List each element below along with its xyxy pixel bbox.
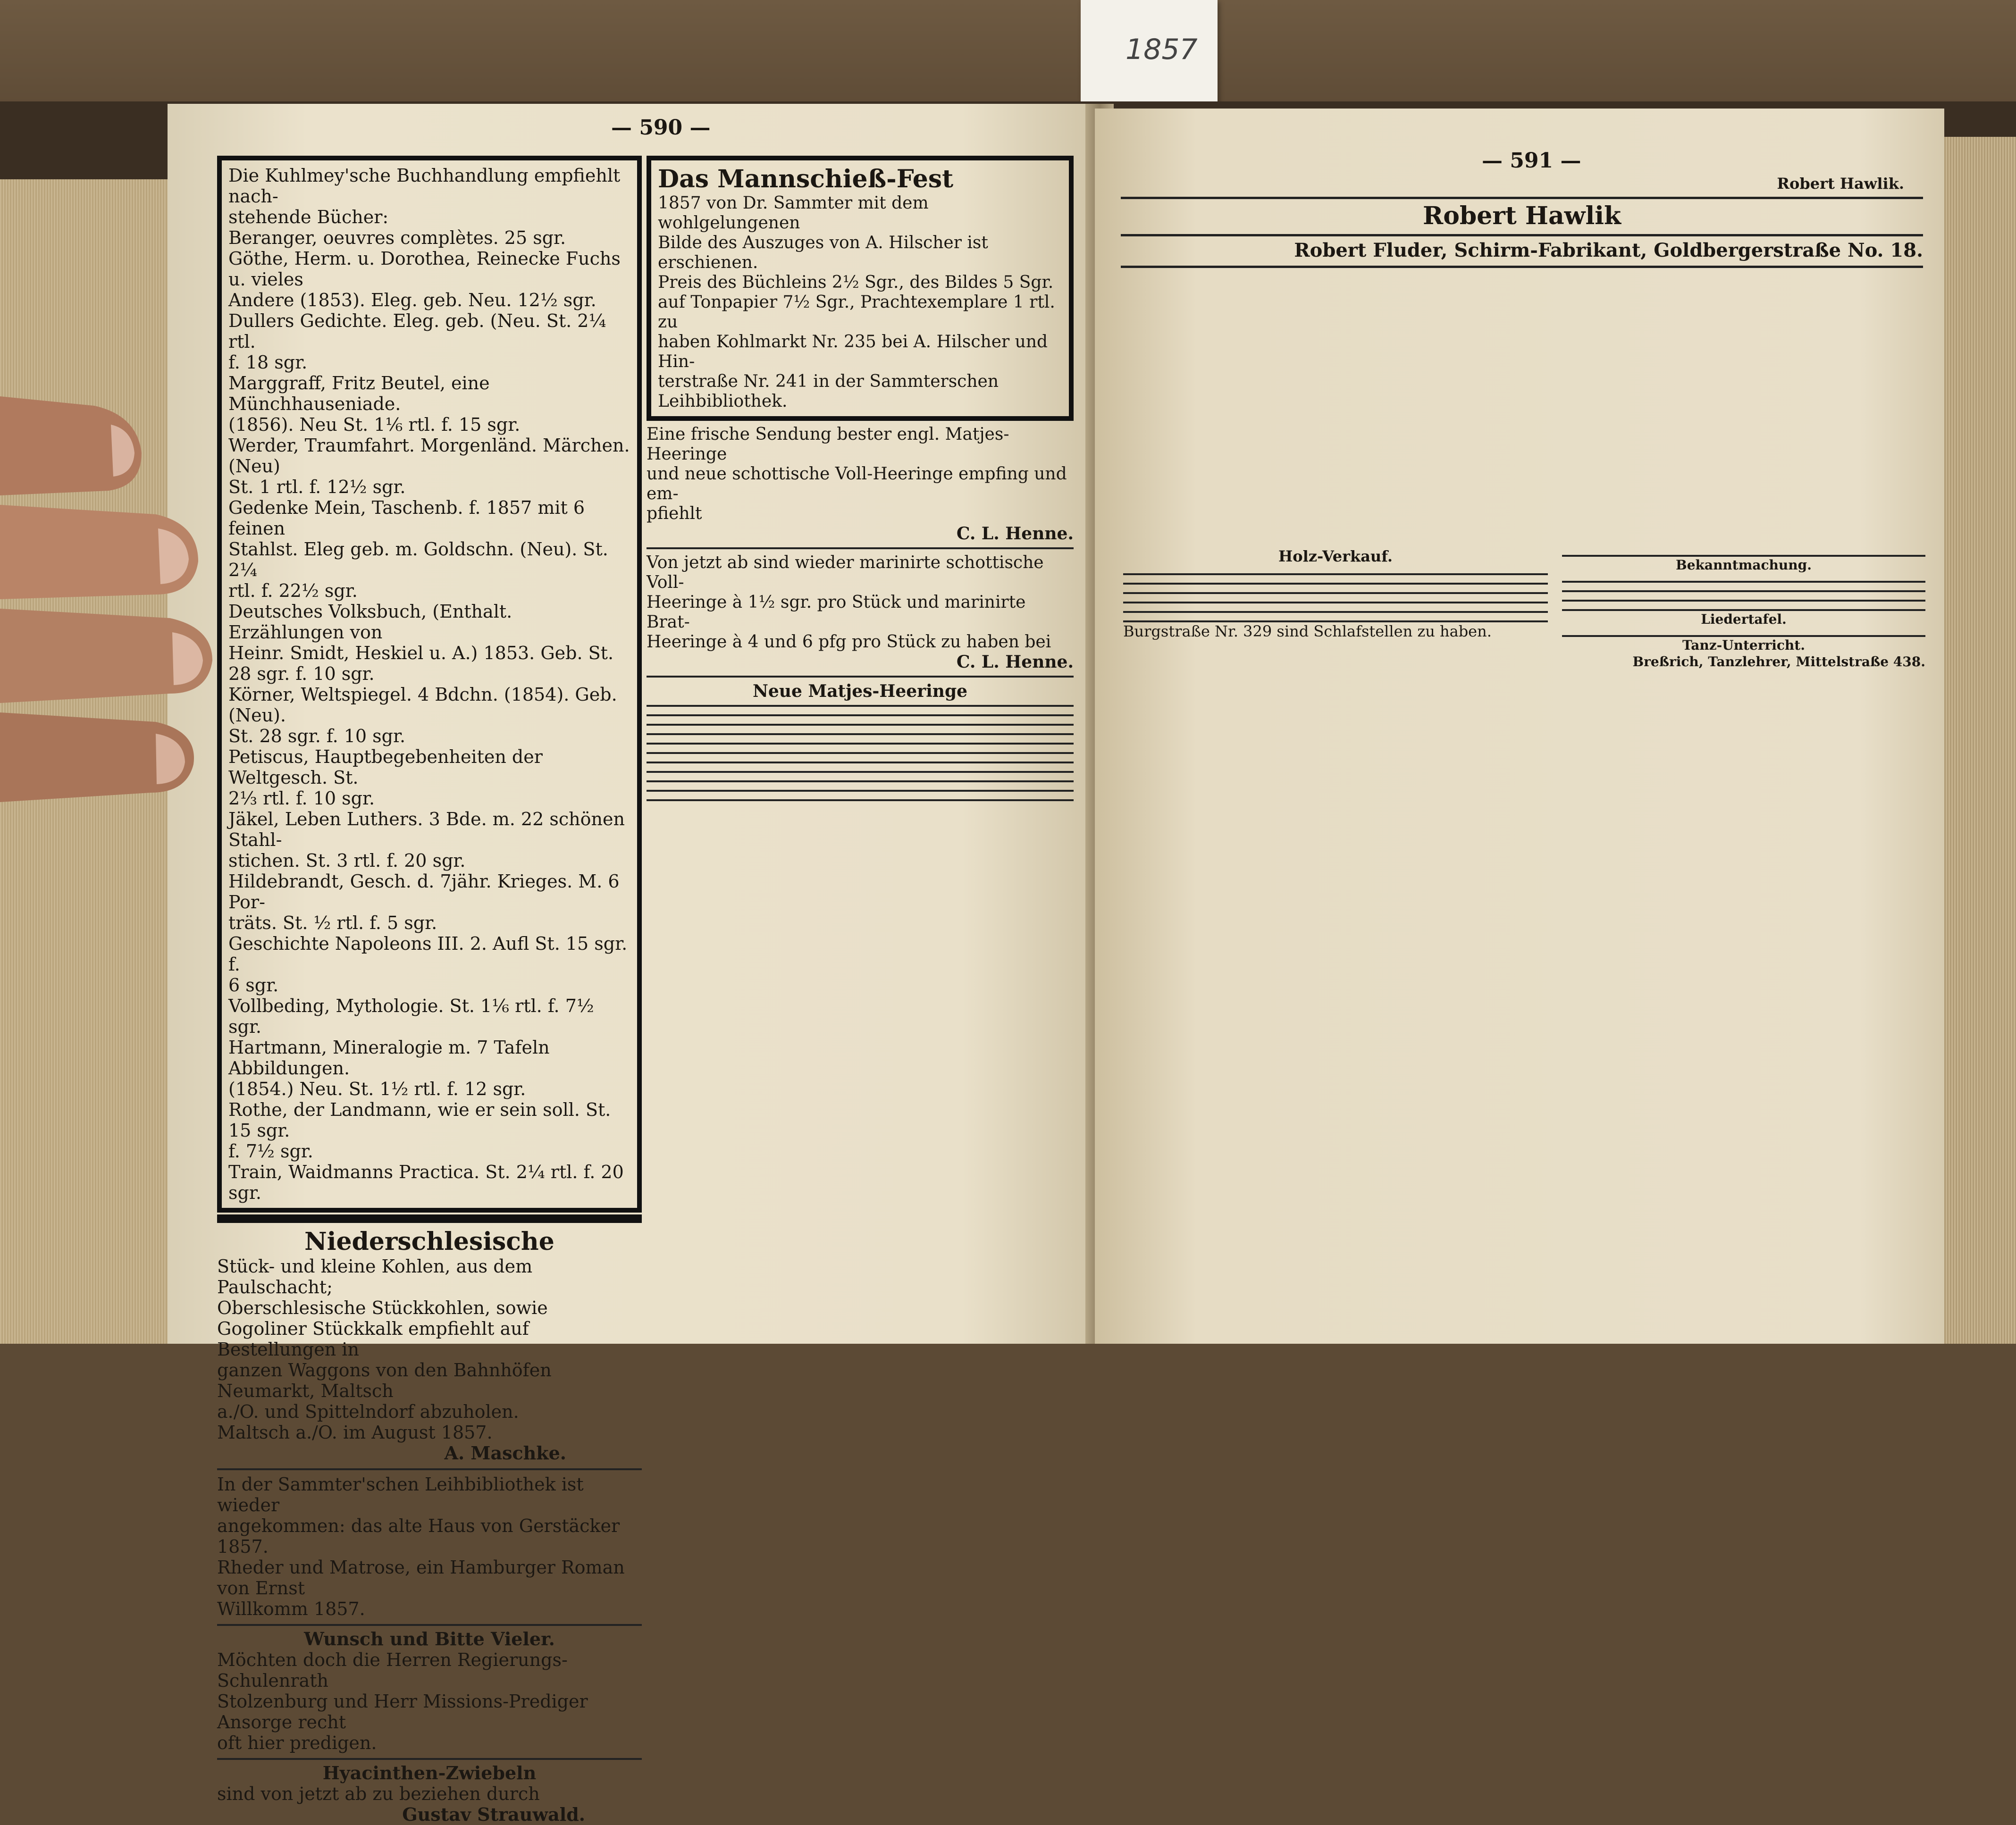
book-ad-line: (1854.) Neu. St. 1½ rtl. f. 12 sgr.: [228, 1079, 526, 1099]
sewing-ad: [647, 763, 1074, 773]
book-ad-line: Werder, Traumfahrt. Morgenländ. Märchen. (Neu): [228, 435, 630, 477]
lieder-ad: [1562, 628, 1925, 637]
concert-ad: [1562, 602, 1925, 611]
wish-title: Wunsch und Bitte Vieler.: [217, 1624, 642, 1649]
fest-line: auf Tonpapier 7½ Sgr., Prachtexemplare 1 rtl. zu: [658, 293, 1055, 332]
book-ad-line: Beranger, oeuvres complètes. 25 sgr.: [228, 227, 566, 248]
book-ad-line: Petiscus, Hauptbegebenheiten der Weltgesch. St.: [228, 746, 543, 788]
sticky-note-label: 1857: [1126, 33, 1198, 66]
lieder-title: Liedertafel.: [1701, 611, 1787, 627]
wood-title: Holz-Verkauf.: [1278, 547, 1393, 565]
apprentice-saddler-ad: [1123, 585, 1548, 594]
book-ad-line: stichen. St. 3 rtl. f. 20 sgr.: [228, 850, 466, 871]
umbrella-ad: [1121, 234, 1923, 239]
page-number: — 590 —: [611, 116, 711, 140]
matjes-ad: [647, 678, 1074, 707]
herring-signature: C. L. Henne.: [956, 524, 1074, 544]
wood-ad: [1123, 566, 1548, 575]
book-ad-line: (1856). Neu St. 1⅙ rtl. f. 15 sgr.: [228, 414, 521, 435]
book-ad-line: Marggraff, Fritz Beutel, eine Münchhauseniade.: [228, 373, 490, 414]
cigar-title: Robert Hawlik: [1121, 197, 1923, 230]
fest-title: Das Mannschieß-Fest: [658, 165, 954, 193]
wish-line: oft hier predigen.: [217, 1733, 377, 1753]
book-ad-line: träts. St. ½ rtl. f. 5 sgr.: [228, 912, 437, 933]
billiard-waiter-ad: [1123, 594, 1548, 603]
book-ad-line: 28 sgr. f. 10 sgr.: [228, 663, 375, 684]
left-column-1: [217, 156, 642, 1825]
book-ad-line: St. 1 rtl. f. 12½ sgr.: [228, 477, 406, 497]
fichtner-ad: [1562, 547, 1925, 557]
book-ad-line: Deutsches Volksbuch, (Enthalt. Erzählungen von: [228, 601, 512, 643]
herring-ad-2: [647, 549, 1074, 678]
book-ad-line: Hartmann, Mineralogie m. 7 Tafeln Abbildungen.: [228, 1037, 550, 1079]
fest-line: terstraße Nr. 241 in der Sammterschen Leihbibliothek.: [658, 372, 999, 411]
library-line: Willkomm 1857.: [217, 1599, 365, 1619]
coal-line: Maltsch a./O. im August 1857.: [217, 1422, 493, 1443]
herring-line: Heeringe à 4 und 6 pfg pro Stück zu haben bei: [647, 632, 1051, 652]
book-ad-line: Die Kuhlmey'sche Buchhandlung empfiehlt nach-: [228, 165, 621, 207]
herring-line: und neue schottische Voll-Heeringe empfing und em-: [647, 464, 1067, 503]
fest-line: 1857 von Dr. Sammter mit dem wohlgelungenen: [658, 193, 929, 233]
library-line: Rheder und Matrose, ein Hamburger Roman von Ernst: [217, 1557, 625, 1599]
matjes-title: Neue Matjes-Heeringe: [752, 681, 968, 701]
umbrella-signature: Robert Fluder, Schirm-Fabrikant, Goldbergerstraße No. 18.: [1294, 239, 1923, 261]
sofa-ad: [647, 707, 1074, 716]
book-ad-line: Andere (1853). Eleg. geb. Neu. 12½ sgr.: [228, 290, 596, 310]
right-top-section: [1121, 175, 1923, 268]
library-ad: [217, 1468, 642, 1619]
book-ad-line: rtl. f. 22½ sgr.: [228, 580, 358, 601]
fest-line: haben Kohlmarkt Nr. 235 bei A. Hilscher und Hin-: [658, 332, 1048, 371]
scot-herring-ad: [647, 773, 1074, 782]
goldsmith-ad: [1123, 603, 1548, 613]
right-column-1: [1123, 547, 1548, 641]
horse-ad: [647, 754, 1074, 763]
herring-signature: C. L. Henne.: [956, 652, 1074, 672]
coal-line: Stück- und kleine Kohlen, aus dem Paulschacht;: [217, 1256, 533, 1298]
herring-line: Eine frische Sendung bester engl. Matjes-Heeringe: [647, 425, 1009, 464]
book-ad-line: Geschichte Napoleons III. 2. Aufl St. 15 sgr. f.: [228, 933, 628, 975]
book-ad-line: Gedenke Mein, Taschenb. f. 1857 mit 6 feinen: [228, 497, 585, 539]
wish-line: Stolzenburg und Herr Missions-Prediger Ansorge recht: [217, 1691, 588, 1733]
wool-ad: [647, 782, 1074, 792]
herring-line: Heeringe à 1½ sgr. pro Stück und marinirte Brat-: [647, 593, 1026, 632]
book-ad-line: Hildebrandt, Gesch. d. 7jähr. Krieges. M. 6 Por-: [228, 871, 620, 912]
book-ad-line: Dullers Gedichte. Eleg. geb. (Neu. St. 2¼ rtl.: [228, 310, 606, 352]
lost-umbrella-ad: [1123, 613, 1548, 622]
hand-image: [0, 396, 222, 812]
book-ad-line: Körner, Weltspiegel. 4 Bdchn. (1854). Geb. (Neu).: [228, 684, 617, 726]
coal-line: a./O. und Spittelndorf abzuholen.: [217, 1401, 519, 1422]
notice-ad: [1562, 573, 1925, 583]
exhibit-ad: [1562, 592, 1925, 602]
book-ad-line: Göthe, Herm. u. Dorothea, Reinecke Fuchs u. vieles: [228, 248, 621, 290]
coal-title: Niederschlesische: [304, 1227, 554, 1256]
book-ad-line: Train, Waidmanns Practica. St. 2¼ rtl. f. 20 sgr.: [228, 1162, 624, 1203]
pigs-ad: [647, 735, 1074, 745]
book-ad-line: f. 18 sgr.: [228, 352, 308, 373]
dance-title: Tanz-Unterricht.: [1682, 637, 1805, 653]
roof-ad: [647, 716, 1074, 726]
book-ad-line: Vollbeding, Mythologie. St. 1⅙ rtl. f. 7½ sgr.: [228, 996, 594, 1037]
book-ad-line: 2⅓ rtl. f. 10 sgr.: [228, 788, 375, 809]
rule: [217, 1214, 642, 1223]
book-ad-line: Rothe, der Landmann, wie er sein soll. St. 15 sgr.: [228, 1099, 611, 1141]
book-ad-line: Heinr. Smidt, Heskiel u. A.) 1853. Geb. St.: [228, 643, 614, 663]
coal-ad: [217, 1256, 642, 1443]
notice-title: Bekanntmachung.: [1676, 557, 1812, 573]
herring-line: Von jetzt ab sind wieder marinirte schottische Voll-: [647, 553, 1044, 592]
hare-ad: [647, 745, 1074, 754]
fest-line: Preis des Büchleins 2½ Sgr., des Bildes 5 Sgr.: [658, 273, 1054, 292]
page-number: — 591 —: [1482, 149, 1581, 173]
right-column-2: [1562, 547, 1925, 670]
coal-line: Oberschlesische Stückkohlen, sowie: [217, 1298, 548, 1318]
bulbs-signature: Gustav Strauwald.: [402, 1804, 585, 1825]
newspaper-ad: [1123, 575, 1548, 585]
left-column-2: [647, 156, 1074, 801]
wish-ad: [217, 1649, 642, 1753]
library-line: angekommen: das alte Haus von Gerstäcker 1857.: [217, 1515, 620, 1557]
fest-ad: [647, 156, 1074, 421]
wish-line: Möchten doch die Herren Regierungs-Schulenrath: [217, 1649, 568, 1691]
sleep-ad: Burgstraße Nr. 329 sind Schlafstellen zu haben.: [1123, 622, 1492, 640]
library-opening-signature: Robert Hawlik.: [1777, 175, 1904, 193]
coal-signature: A. Maschke.: [444, 1442, 566, 1464]
right-page: [1095, 109, 1944, 1344]
fest-line: Bilde des Auszuges von A. Hilscher ist erschienen.: [658, 233, 988, 272]
bulbs-title: Hyacinthen-Zwiebeln: [217, 1758, 642, 1783]
apprentice-ad: [1562, 583, 1925, 592]
bulbs-line: sind von jetzt ab zu beziehen durch: [217, 1783, 540, 1804]
book-ad-line: stehende Bücher:: [228, 207, 389, 227]
rule: [1121, 266, 1923, 268]
book-ad-line: St. 28 sgr. f. 10 sgr.: [228, 726, 406, 746]
book-ad-line: Stahlst. Eleg geb. m. Goldschn. (Neu). St. 2¼: [228, 539, 608, 580]
book-ad-lines: [228, 165, 630, 1203]
fest-lines: [658, 193, 1062, 411]
book-ad-line: 6 sgr.: [228, 975, 279, 996]
brooch-ad: [647, 792, 1074, 801]
book-ad-line: f. 7½ sgr.: [228, 1141, 313, 1162]
left-page: [168, 104, 1102, 1825]
book-ad-line: Jäkel, Leben Luthers. 3 Bde. m. 22 schönen Stahl-: [228, 809, 625, 850]
right-page-edges: [1937, 137, 2016, 1344]
coal-line: ganzen Waggons von den Bahnhöfen Neumarkt, Maltsch: [217, 1360, 552, 1401]
sheep-ad: [647, 726, 1074, 735]
book-ad: [217, 156, 642, 1213]
library-line: In der Sammter'schen Leihbibliothek ist wieder: [217, 1474, 584, 1515]
herring-line: pfiehlt: [647, 504, 702, 523]
dance-signature: Breßrich, Tanzlehrer, Mittelstraße 438.: [1632, 654, 1925, 670]
coal-line: Gogoliner Stückkalk empfiehlt auf Bestellungen in: [217, 1318, 529, 1360]
herring-ad-1: [647, 421, 1074, 549]
